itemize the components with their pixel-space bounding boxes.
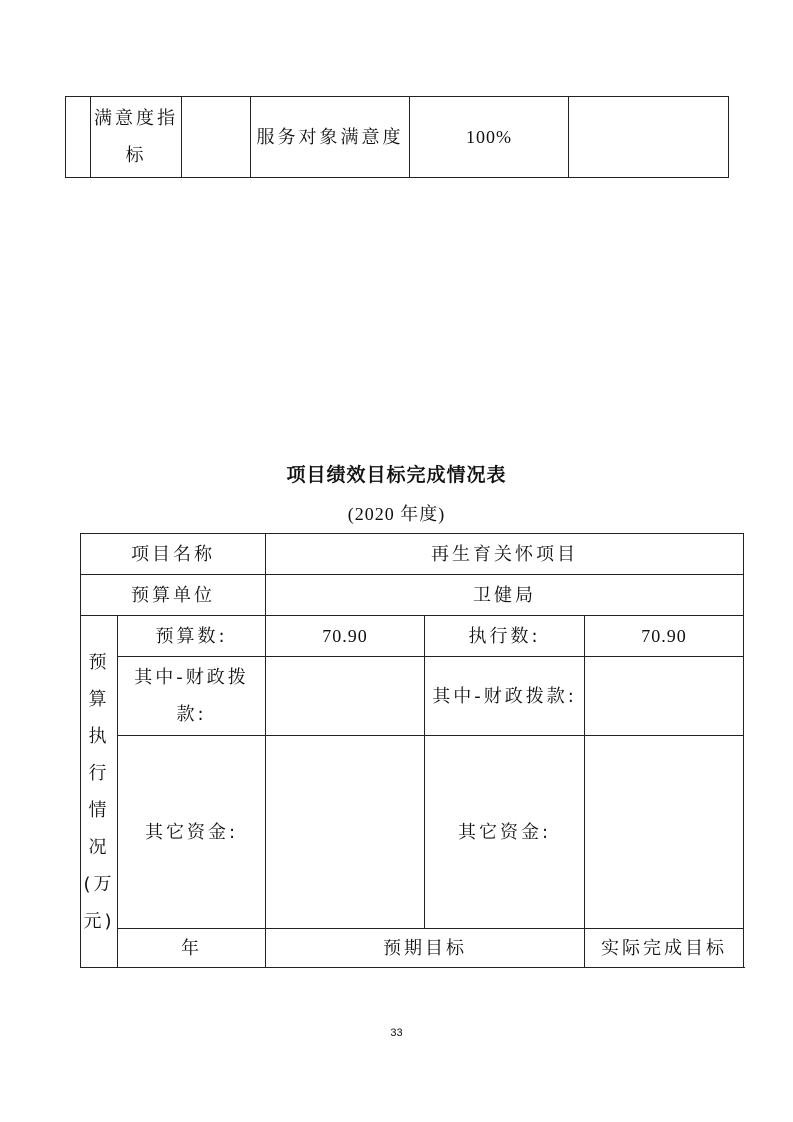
budget-amount-row: [81, 616, 744, 657]
fiscal-label-right: 其中-财政拨款:: [425, 657, 585, 736]
exec-label-char: 算: [88, 688, 110, 710]
project-name-row: [81, 534, 744, 575]
exec-label-char: 元): [83, 910, 115, 932]
budget-unit-row: [81, 575, 744, 616]
project-name-label: 项目名称: [81, 534, 266, 575]
exec-label-char: 况: [88, 836, 110, 858]
fiscal-value: [266, 657, 425, 736]
executed-amount-label: 执行数:: [425, 616, 585, 657]
satisfaction-indicator-table: [65, 96, 729, 178]
indicator-cell: 服务对象满意度: [251, 97, 410, 178]
exec-label-char: 情: [88, 799, 110, 821]
page-title: 项目绩效目标完成情况表: [286, 464, 507, 486]
other-funds-label-right: 其它资金:: [425, 736, 585, 929]
page-number: 33: [390, 1027, 403, 1039]
budget-amount-label: 预算数:: [118, 616, 266, 657]
other-funds-value-right: [585, 736, 744, 929]
fiscal-label: [118, 657, 266, 736]
budget-amount-value: 70.90: [266, 616, 425, 657]
blank-cell: [66, 97, 91, 178]
fiscal-label-line-2: 款:: [176, 704, 207, 725]
fiscal-row: [81, 657, 744, 736]
budget-execution-label: [81, 616, 118, 968]
other-funds-value: [266, 736, 425, 929]
blank-cell: [569, 97, 729, 178]
fiscal-value-right: [585, 657, 744, 736]
budget-unit-label: 预算单位: [81, 575, 266, 616]
satisfaction-row: [66, 97, 729, 178]
exec-label-char: (万: [83, 873, 115, 895]
page-subtitle: (2020 年度): [347, 504, 446, 524]
target-value-cell: 100%: [410, 97, 569, 178]
exec-label-char: 执: [88, 725, 110, 747]
expected-goal-label: 预期目标: [266, 929, 585, 968]
satisfaction-category-cell: [91, 97, 182, 178]
budget-unit-value: 卫健局: [266, 575, 744, 616]
year-label: 年: [118, 929, 266, 968]
category-line-1: 满意度指: [94, 108, 178, 129]
executed-amount-value: 70.90: [585, 616, 744, 657]
project-name-value: 再生育关怀项目: [266, 534, 744, 575]
fiscal-label-line-1: 其中-财政拨: [134, 667, 249, 688]
other-funds-row: [81, 736, 744, 929]
exec-label-char: 行: [88, 762, 110, 784]
performance-table: [80, 533, 744, 968]
goal-header-row: [81, 929, 744, 968]
blank-cell: [182, 97, 251, 178]
exec-label-char: 预: [88, 651, 110, 673]
actual-goal-label: 实际完成目标: [585, 929, 744, 968]
other-funds-label: 其它资金:: [118, 736, 266, 929]
category-line-2: 标: [125, 145, 147, 166]
